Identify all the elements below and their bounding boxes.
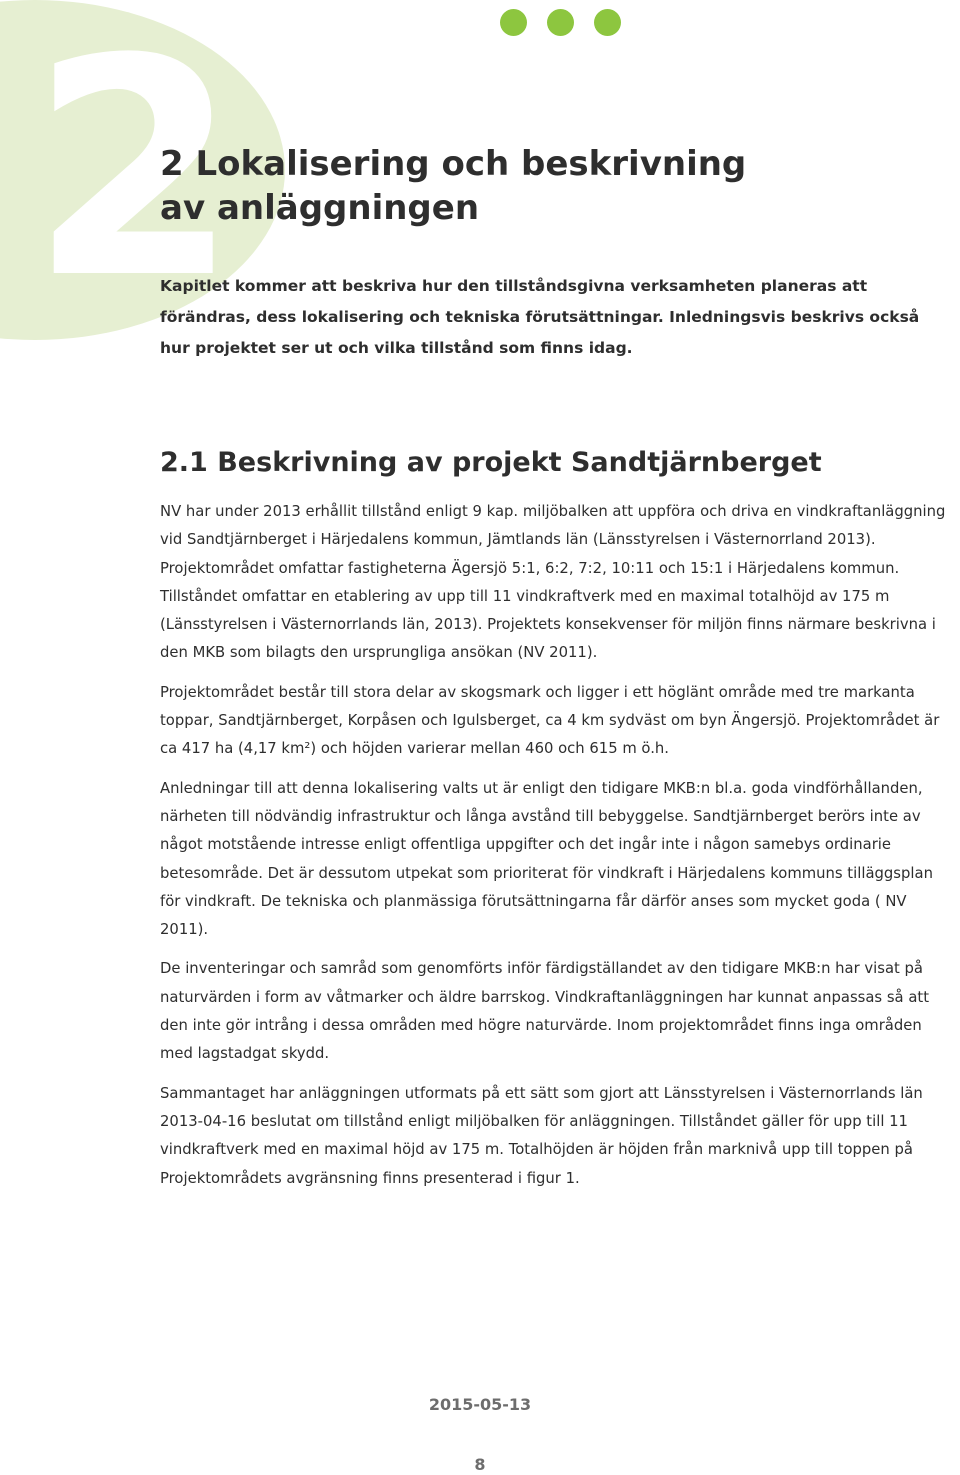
green-dot-icon <box>594 9 621 36</box>
chapter-title-line2: av anläggningen <box>160 188 480 228</box>
chapter-intro: Kapitlet kommer att beskriva hur den tillståndsgivna verksamheten planeras att förändras, dess lokalisering och tekniska förutsättningar. Inledningsvis beskrivs också hur projektet ser ut och vilka tillstånd som finns idag. <box>160 277 920 357</box>
body-paragraph: NV har under 2013 erhållit tillstånd enligt 9 kap. miljöbalken att uppföra och driva en vindkraftanläggning vid Sandtjärnberget i Härjedalens kommun, Jämtlands län (Länsstyrelsen i Västernorrland 2013). Projektområdet omfattar fastigheterna Ägersjö 5:1, 6:2, 7:2, 10:11 och 15:1 i Härjedalens kommun. Tillståndet omfattar en etablering av upp till 11 vindkraftverk med en maximal totalhöjd av 175 m (Länsstyrelsen i Västernorrlands län, 2013). Projektets konsekvenser för miljön finns närmare beskrivna i den MKB som bilagts den ursprungliga ansökan (NV 2011). <box>160 503 946 662</box>
body-paragraph: Anledningar till att denna lokalisering valts ut är enligt den tidigare MKB:n bl.a. goda vindförhållanden, närheten till nödvändig infrastruktur och långa avstånd till bebyggelse. Sandtjärnberget berörs inte av något motstående intresse enligt offentliga uppgifter och det ingår inte i någon samebys ordinarie betesområde. Det är dessutom utpekat som prioriterat för vindkraft i Härjedalens kommuns tilläggsplan för vindkraft. De tekniska och planmässiga förutsättningarna får därför anses som mycket goda ( NV 2011). <box>160 779 933 939</box>
section-body <box>160 498 955 1204</box>
chapter-number-decor: 2 <box>30 0 229 344</box>
body-paragraph: Projektområdet består till stora delar av skogsmark och ligger i ett höglänt område med tre markanta toppar, Sandtjärnberget, Korpåsen och Igulsberget, ca 4 km sydväst om byn Ängersjö. Projektområdet är ca 417 ha (4,17 km²) och höjden varierar mellan 460 och 615 m ö.h. <box>160 683 940 758</box>
green-dot-icon <box>500 9 527 36</box>
chapter-title-line1: 2 Lokalisering och beskrivning <box>160 144 747 184</box>
chapter-title <box>160 142 860 230</box>
section-title: 2.1 Beskrivning av projekt Sandtjärnberget <box>160 447 822 478</box>
body-paragraph: De inventeringar och samråd som genomförts inför färdigställandet av den tidigare MKB:n har visat på naturvärden i form av våtmarker och äldre barrskog. Vindkraftanläggningen har kunnat anpassas så att den inte gör intrång i dessa områden med högre naturvärde. Inom projektområdet finns inga områden med lagstadgat skydd. <box>160 960 929 1063</box>
page-number: 8 <box>474 1455 486 1474</box>
decor-dots <box>500 9 621 36</box>
green-dot-icon <box>547 9 574 36</box>
footer-date: 2015-05-13 <box>428 1395 532 1414</box>
body-paragraph: Sammantaget har anläggningen utformats på ett sätt som gjort att Länsstyrelsen i Västernorrlands län 2013-04-16 beslutat om tillstånd enligt miljöbalken för anläggningen. Tillståndet gäller för upp till 11 vindkraftverk med en maximal höjd av 175 m. Totalhöjden är höjden från marknivå upp till toppen på Projektområdets avgränsning finns presenterad i figur 1. <box>160 1084 923 1187</box>
